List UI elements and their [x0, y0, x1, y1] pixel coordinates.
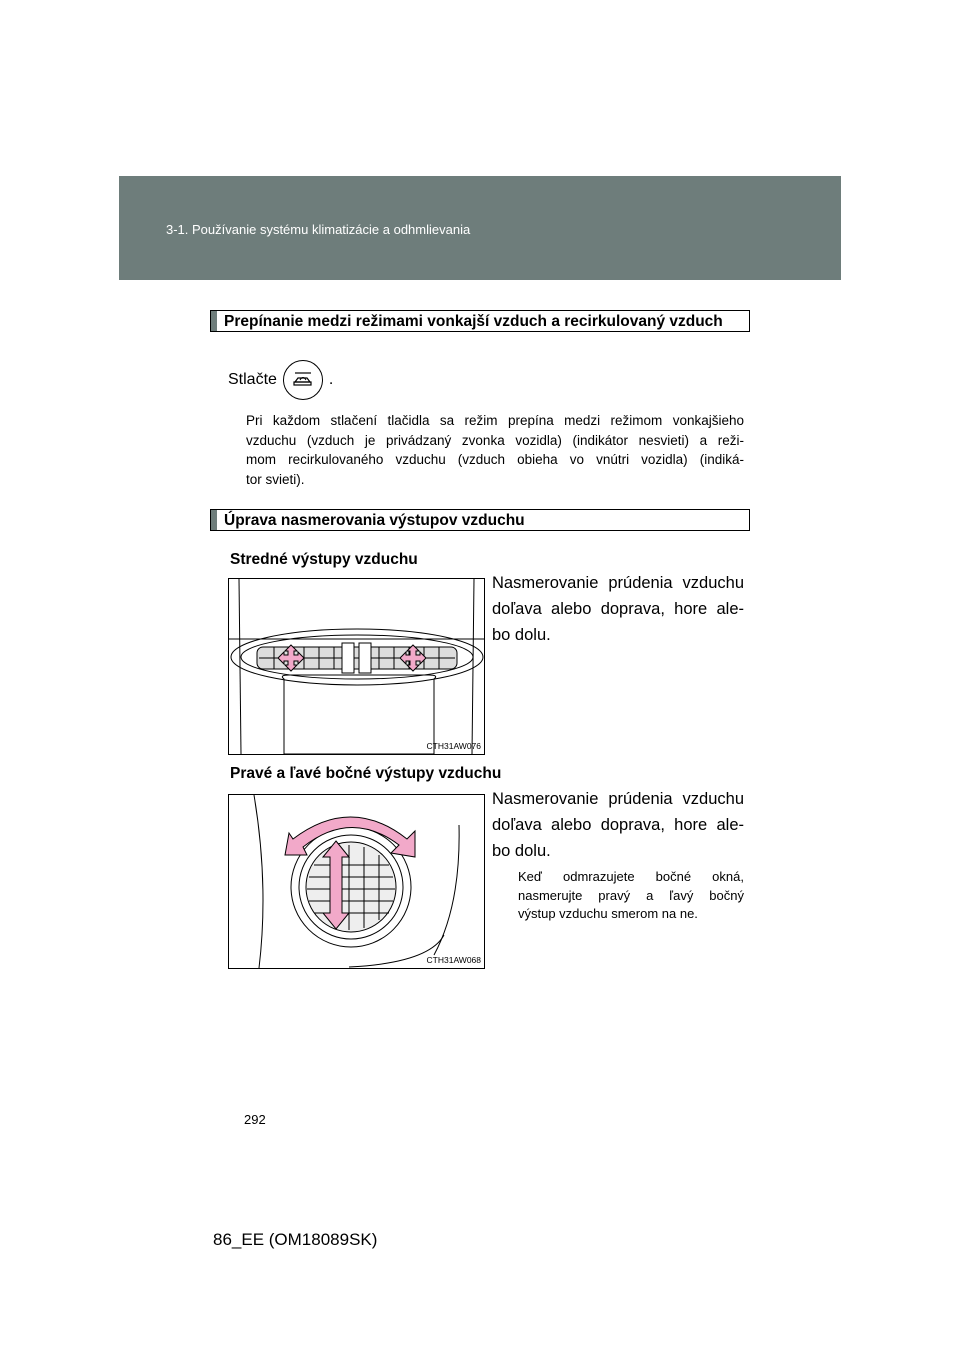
document-code: 86_EE (OM18089SK): [213, 1230, 378, 1249]
side-vents-illustration: [229, 795, 484, 968]
page-number: 292: [244, 1112, 266, 1127]
note-line: Keď odmrazujete bočné okná,: [518, 869, 744, 884]
side-vents-figure: [228, 794, 485, 969]
center-vents-illustration: [229, 579, 484, 754]
section-heading-vents: [210, 509, 750, 531]
section-heading-text: Prepínanie medzi režimami vonkajší vzduch a recirkulovaný vzduch: [224, 313, 723, 330]
section-heading-text: Úprava nasmerovania výstupov vzduchu: [224, 512, 525, 529]
recirculation-button-icon: [283, 360, 323, 400]
paragraph-line: tor svieti).: [246, 471, 305, 487]
header-band: [119, 176, 841, 280]
desc-line: bo dolu.: [492, 842, 551, 860]
paragraph-line: vzduchu (vzduch je privádzaný zvonka vozidla) (indikátor nesvieti) a reži-: [246, 432, 744, 448]
figure-code: CTH31AW068: [426, 955, 481, 965]
section-heading-recirculation: [210, 310, 750, 332]
side-vents-description: [492, 786, 744, 864]
note-line: nasmerujte pravý a ľavý bočný: [518, 887, 744, 903]
desc-line: doľava alebo doprava, hore ale-: [492, 600, 744, 618]
desc-line: doľava alebo doprava, hore ale-: [492, 816, 744, 834]
paragraph-line: Pri každom stlačení tlačidla sa režim prepína medzi režimom vonkajšieho: [246, 413, 744, 428]
side-vents-note: [518, 868, 744, 924]
center-vents-description: [492, 570, 744, 648]
desc-line: Nasmerovanie prúdenia vzduchu: [492, 574, 744, 592]
recirculation-paragraph: [246, 411, 744, 489]
center-vents-heading: Stredné výstupy vzduchu: [230, 551, 418, 568]
side-vents-heading: Pravé a ľavé bočné výstupy vzduchu: [230, 765, 502, 782]
press-instruction: [228, 360, 333, 400]
press-suffix: .: [328, 371, 334, 388]
note-line: výstup vzduchu smerom na ne.: [518, 906, 698, 921]
center-vents-figure: [228, 578, 485, 755]
section-breadcrumb: 3-1. Používanie systému klimatizácie a odhmlievania: [166, 222, 471, 237]
press-prefix: Stlačte: [228, 371, 277, 388]
figure-code: CTH31AW076: [426, 741, 481, 751]
desc-line: Nasmerovanie prúdenia vzduchu: [492, 790, 744, 808]
desc-line: bo dolu.: [492, 626, 551, 644]
paragraph-line: mom recirkulovaného vzduchu (vzduch obieha vo vnútri vozidla) (indiká-: [246, 452, 744, 467]
